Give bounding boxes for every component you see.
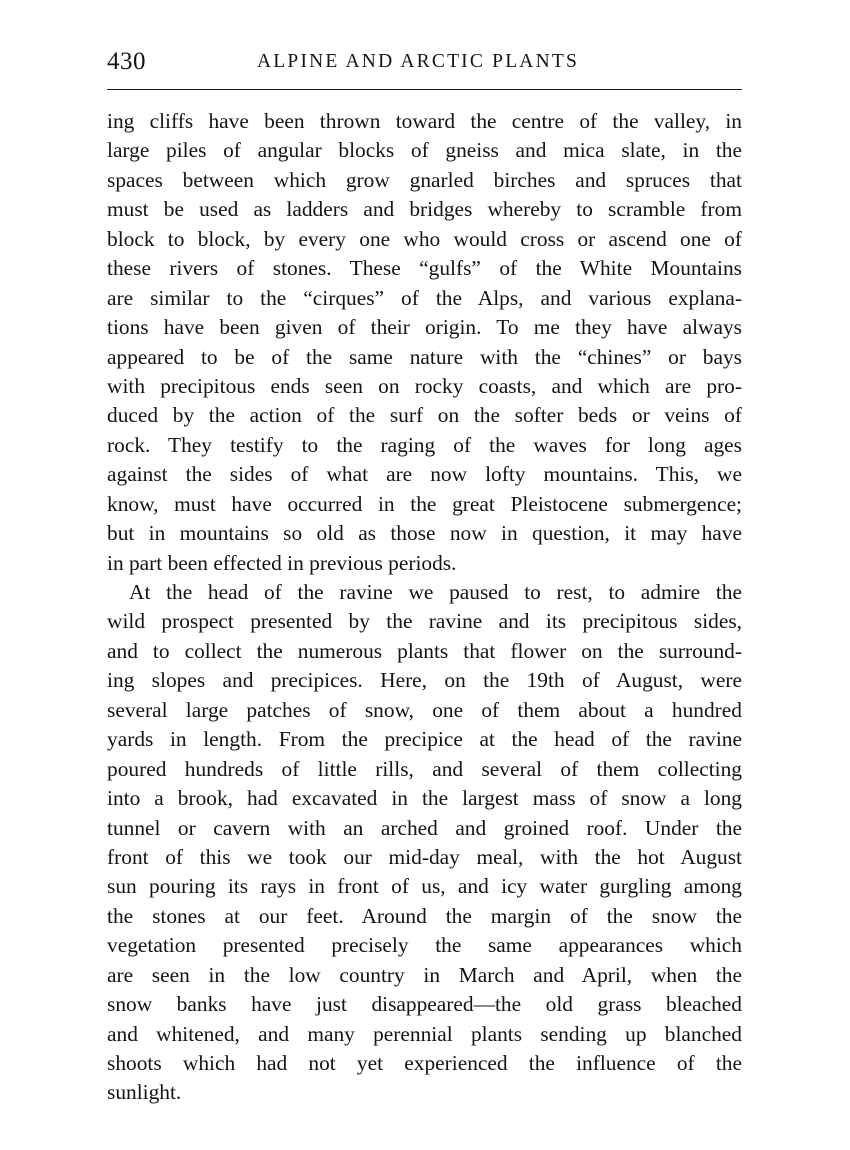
text-line: several large patches of snow, one of them about a hundred — [107, 697, 742, 722]
text-line: and whitened, and many perennial plants sending up blanched — [107, 1021, 742, 1046]
text-line: tunnel or cavern with an arched and groined roof. Under the — [107, 815, 742, 840]
text-line: At the head of the ravine we paused to rest, to admire the — [129, 580, 742, 604]
text-line: wild prospect presented by the ravine and its precipitous sides, — [107, 609, 742, 634]
running-title: ALPINE AND ARCTIC PLANTS — [257, 51, 580, 72]
text-line: against the sides of what are now lofty mountains. This, we — [107, 462, 742, 487]
text-line: vegetation presented precisely the same appearances which — [107, 933, 742, 958]
text-line: shoots which had not yet experienced the influence of the — [107, 1051, 742, 1075]
text-line: large piles of angular blocks of gneiss and mica slate, in the — [107, 138, 742, 163]
text-line: sunlight. — [107, 1080, 182, 1105]
text-line: these rivers of stones. These “gulfs” of the White Mountains — [107, 256, 742, 281]
text-line: into a brook, had excavated in the largest mass of snow a long — [107, 786, 742, 811]
text-line: but in mountains so old as those now in question, it may have — [107, 521, 742, 546]
text-line: front of this we took our mid-day meal, with the hot August — [107, 844, 742, 869]
text-line: know, must have occurred in the great Pleistocene submergence; — [107, 491, 742, 516]
header-rule — [107, 89, 742, 90]
paragraph — [107, 578, 742, 1108]
text-line: rock. They testify to the raging of the waves for long ages — [107, 432, 742, 457]
text-line: are similar to the “cirques” of the Alps, and various explana- — [107, 285, 742, 310]
text-line: are seen in the low country in March and April, when the — [107, 962, 742, 987]
text-line: with precipitous ends seen on rocky coasts, and which are pro- — [107, 373, 742, 398]
text-line: sun pouring its rays in front of us, and icy water gurgling among — [107, 874, 742, 899]
text-line: appeared to be of the same nature with the “chines” or bays — [107, 344, 742, 369]
text-line: spaces between which grow gnarled birches and spruces that — [107, 167, 742, 192]
text-line: tions have been given of their origin. To me they have always — [107, 315, 742, 340]
text-line: poured hundreds of little rills, and several of them collecting — [107, 756, 742, 781]
text-line: in part been effected in previous periods. — [107, 550, 457, 575]
text-line: duced by the action of the surf on the softer beds or veins of — [107, 403, 742, 428]
text-line: and to collect the numerous plants that flower on the surround- — [107, 638, 742, 663]
text-line: must be used as ladders and bridges whereby to scramble from — [107, 197, 742, 222]
text-line: block to block, by every one who would cross or ascend one of — [107, 226, 742, 251]
body-text — [107, 107, 742, 1108]
text-line: snow banks have just disappeared—the old grass bleached — [107, 992, 742, 1017]
running-head — [107, 46, 742, 78]
text-line: yards in length. From the precipice at the head of the ravine — [107, 727, 742, 752]
page-number: 430 — [107, 48, 146, 75]
text-line: the stones at our feet. Around the margin of the snow the — [107, 903, 742, 928]
text-line: ing slopes and precipices. Here, on the 19th of August, were — [107, 668, 742, 693]
text-line: ing cliffs have been thrown toward the centre of the valley, in — [107, 109, 742, 133]
paragraph — [107, 107, 742, 578]
